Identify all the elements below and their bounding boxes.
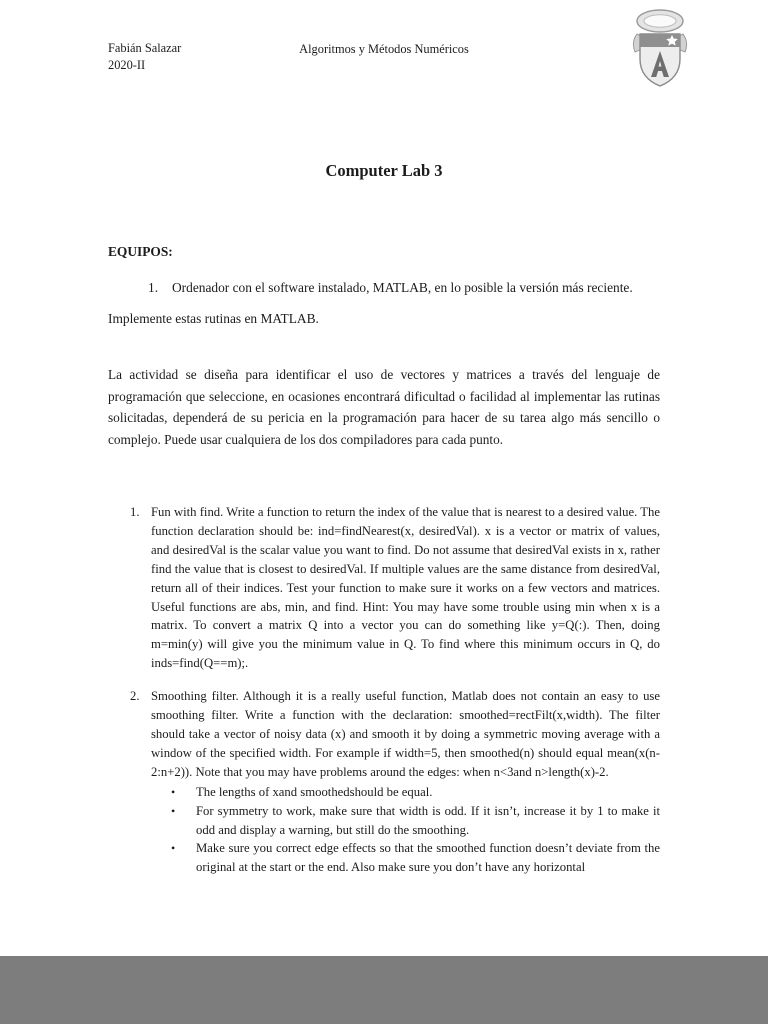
list-item-number: 1.	[148, 280, 159, 295]
term-label: 2020-II	[108, 58, 146, 72]
bullet-marker: •	[171, 784, 176, 799]
bullet-item	[151, 802, 660, 840]
bullet-text: For symmetry to work, make sure that width is odd. If it isn’t, increase it by 1 to make it odd and display a warning, but still do the smoothing.	[196, 803, 660, 837]
bullet-text: The lengths of xand smoothedshould be equal.	[196, 784, 433, 799]
bullet-marker: •	[171, 803, 176, 818]
document-title: Computer Lab 3	[325, 161, 443, 180]
task-body	[151, 687, 660, 877]
task-item-2	[130, 687, 660, 877]
task-number: 2.	[130, 689, 140, 704]
task-item-1	[130, 503, 660, 673]
implement-line: Implemente estas rutinas en MATLAB.	[108, 311, 319, 326]
equipment-list-item	[148, 280, 660, 296]
bullet-list	[151, 783, 660, 878]
task-text: Smoothing filter. Although it is a really useful function, Matlab does not contain an easy to use smoothing filter. Write a function with the declaration: smoothed=rectFilt(x,width). The filter should take a vector of noisy data (x) and smooth it by doing a symmetric moving average with a window of the specified width. For example if width=5, then smoothed(n) should equal mean(x(n-2:n+2)). Note that you may have problems around the edges: when n<3and n>length(x)-2.	[151, 689, 660, 779]
equipos-heading: EQUIPOS:	[108, 244, 173, 259]
bullet-marker: •	[171, 841, 176, 856]
task-list	[130, 503, 660, 877]
bullet-item	[151, 839, 660, 877]
university-crest-logo	[626, 9, 694, 93]
bullet-item	[151, 783, 660, 802]
list-item-text: Ordenador con el software instalado, MATLAB, en lo posible la versión más reciente.	[172, 280, 633, 295]
task-number: 1.	[130, 505, 140, 519]
task-text: Fun with find. Write a function to return the index of the value that is nearest to a desired value. The function declaration should be: ind=findNearest(x, desiredVal). x is a vector or matrix of values, and desiredVal is the scalar value you want to find. Do not assume that desiredVal exists in x, rather find the value that is closest to desiredVal. If multiple values are the same distance from desiredVal, return all of their indices. Test your function to make sure it works on a few vectors and matrices. Useful functions are abs, min, and find. Hint: You may have some trouble using min when x is a matrix. To convert a matrix Q into a vector you can do something like y=Q(:). Then, doing m=min(y) will give you the minimum value in Q. To find where this minimum occurs in Q, do inds=find(Q==m);.	[151, 505, 660, 671]
intro-paragraph: La actividad se diseña para identificar el uso de vectores y matrices a través del lenguaje de programación que seleccione, en ocasiones encontrará dificultad o facilidad al implementar las rutinas solicitadas, dependerá de su pericia en la programación para hacer de su tarea algo más sencillo o complejo. Puede usar cualquiera de los dos compiladores para cada punto.	[108, 367, 660, 447]
task-body	[151, 503, 660, 673]
course-header: Algoritmos y Métodos Numéricos	[299, 42, 469, 56]
bullet-text: Make sure you correct edge effects so that the smoothed function doesn’t deviate from the original at the start or the end. Also make sure you don’t have any horizontal	[196, 841, 660, 875]
author-name: Fabián Salazar	[108, 41, 182, 55]
